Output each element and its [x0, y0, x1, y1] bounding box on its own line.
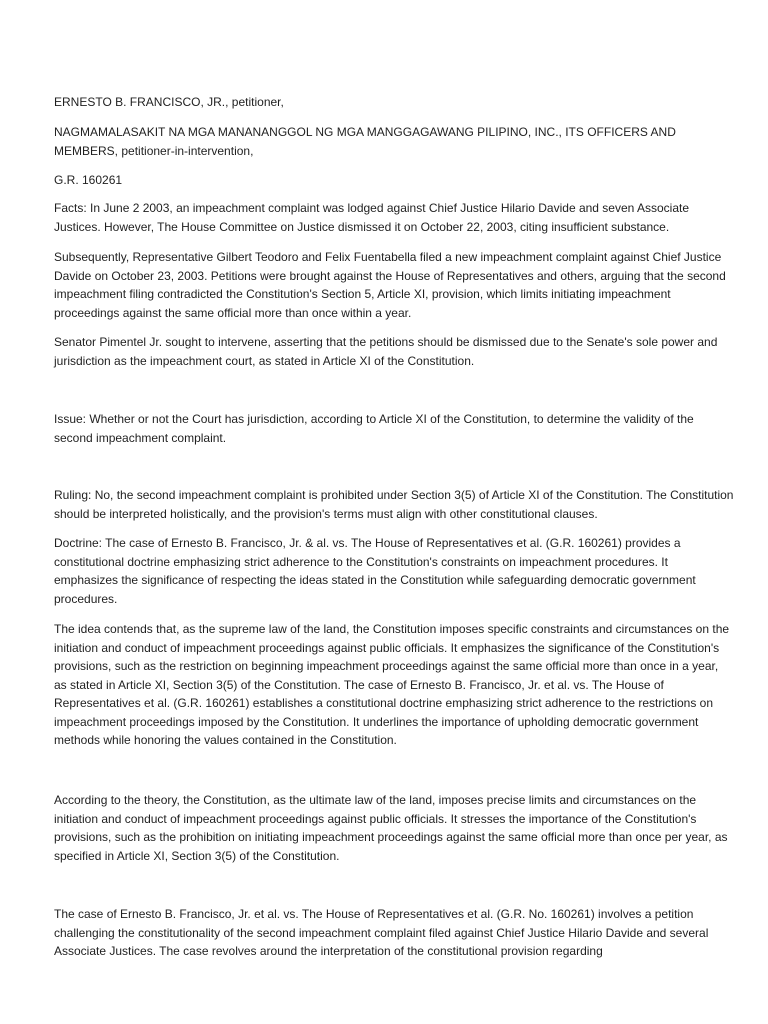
doctrine-paragraph: Doctrine: The case of Ernesto B. Francisco, Jr. & al. vs. The House of Representatives et al. (G.R. 160261) provides a constitutional doctrine emphasizing strict adherence to the Constitution's constraints on impeachment procedures. It emphasizes the significance of respecting the ideas stated in the Constitution while safeguarding democratic government procedures.	[54, 536, 696, 606]
facts-paragraph-3: Senator Pimentel Jr. sought to intervene, asserting that the petitions should be dismissed due to the Senate's sole power and jurisdiction as the impeachment court, as stated in Article XI of the Constitution.	[54, 335, 718, 368]
case-number: G.R. 160261	[54, 173, 123, 187]
facts-paragraph-2: Subsequently, Representative Gilbert Teodoro and Felix Fuentabella filed a new impeachment complaint against Chief Justice Davide on October 23, 2003. Petitions were brought against the House of Representatives and others, arguing that the second impeachment filing contradicted the Constitution's Section 5, Article XI, provision, which limits initiating impeachment proceedings against the same official more than once within a year.	[54, 250, 726, 320]
petitioner-line: ERNESTO B. FRANCISCO, JR., petitioner,	[54, 95, 284, 109]
issue-paragraph: Issue: Whether or not the Court has jurisdiction, according to Article XI of the Constitution, to determine the validity of the second impeachment complaint.	[54, 412, 694, 445]
ruling-paragraph: Ruling: No, the second impeachment complaint is prohibited under Section 3(5) of Article XI of the Constitution. The Constitution should be interpreted holistically, and the provision's terms must align with other constitutional clauses.	[54, 488, 734, 521]
theory-paragraph: According to the theory, the Constitution, as the ultimate law of the land, imposes precise limits and circumstances on the initiation and conduct of impeachment proceedings against public officials. It stresses the importance of the Constitution's provisions, such as the prohibition on initiating impeachment proceedings against the same official more than once per year, as specified in Article XI, Section 3(5) of the Constitution.	[54, 793, 728, 863]
case-summary-paragraph: The case of Ernesto B. Francisco, Jr. et al. vs. The House of Representatives et al. (G.R. No. 160261) involves a petition challenging the constitutionality of the second impeachment complaint filed against Chief Justice Hilario Davide and several Associate Justices. The case revolves around the interpretation of the constitutional provision regarding	[54, 907, 709, 958]
idea-paragraph: The idea contends that, as the supreme law of the land, the Constitution imposes specific constraints and circumstances on the initiation and conduct of impeachment proceedings against public officials. It emphasizes the significance of the Constitution's provisions, such as the restriction on beginning impeachment proceedings against the same official more than once in a year, as stated in Article XI, Section 3(5) of the Constitution. The case of Ernesto B. Francisco, Jr. et al. vs. The House of Representatives et al. (G.R. 160261) establishes a constitutional doctrine emphasizing strict adherence to the restrictions on impeachment proceedings imposed by the Constitution. It underlines the importance of upholding democratic government methods while honoring the values contained in the Constitution.	[54, 622, 730, 747]
intervenor-paragraph: NAGMAMALASAKIT NA MGA MANANANGGOL NG MGA MANGGAGAWANG PILIPINO, INC., ITS OFFICERS AND MEMBERS, petitioner-in-intervention,	[54, 125, 676, 158]
facts-paragraph-1: Facts: In June 2 2003, an impeachment complaint was lodged against Chief Justice Hilario Davide and seven Associate Justices. However, The House Committee on Justice dismissed it on October 22, 2003, citing insufficient substance.	[54, 201, 690, 234]
